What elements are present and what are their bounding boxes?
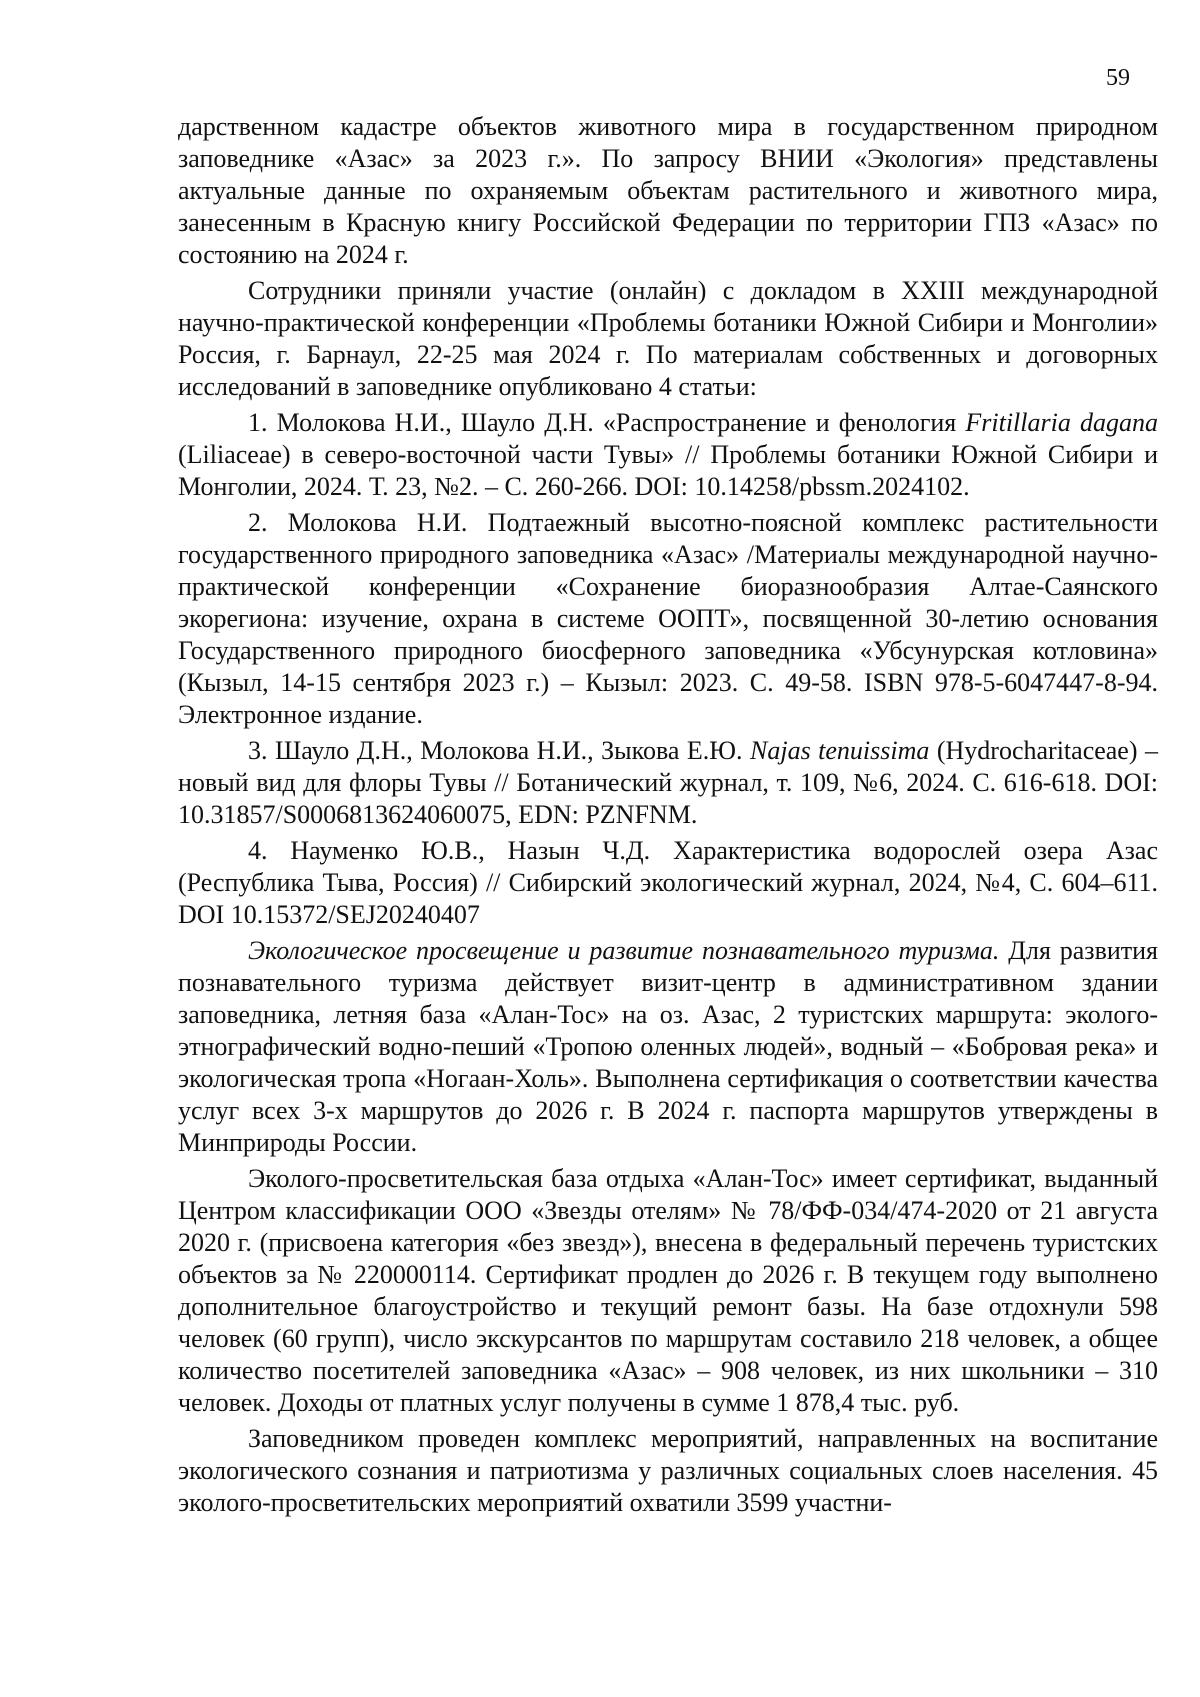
reference-1-text-a: 1. Молокова Н.И., Шауло Д.Н. «Распространение и фенология: [248, 408, 966, 437]
reference-3-species: Najas tenuissima: [750, 736, 930, 765]
reference-1-species: Fritillaria dagana: [965, 408, 1158, 437]
reference-3: [178, 735, 1158, 831]
paragraph-conference: Сотрудники приняли участие (онлайн) с докладом в XXIII международной научно-практической конференции «Проблемы ботаники Южной Сибири и Монголии» Россия, г. Барнаул, 22-25 мая 2024 г. По материалам собственных и договорных исследований в заповеднике опубликовано 4 статьи:: [178, 276, 1158, 401]
paragraph-events: Заповедником проведен комплекс мероприятий, направленных на воспитание экологического сознания и патриотизма у различных социальных слоев населения. 45 эколого-просветительских мероприятий охватили 3599 участни-: [178, 1424, 1158, 1517]
reference-1: [178, 407, 1158, 503]
paragraph-tourism-text: Для развития познавательного туризма действует визит-центр в административном здании заповедника, летняя база «Алан-Тос» на оз. Азас, 2 туристских маршрута: эколого-этнографический водно-пеший «Тропою оленных людей», водный – «Бобровая река» и экологическая тропа «Ногаан-Холь». Выполнена сертификация о соответствии качества услуг всех 3-х маршрутов до 2026 г. В 2024 г. паспорта маршрутов утверждены в Минприроды России.: [178, 936, 1159, 1157]
page-number: 59: [1106, 65, 1130, 91]
paragraph-kadastr: дарственном кадастре объектов животного мира в государственном природном заповеднике «Азас» за 2023 г.». По запросу ВНИИ «Экология» представлены актуальные данные по охраняемым объектам растительного и животного мира, занесенным в Красную книгу Российской Федерации по территории ГПЗ «Азас» по состоянию на 2024 г.: [178, 112, 1158, 269]
reference-4: 4. Науменко Ю.В., Назын Ч.Д. Характеристика водорослей озера Азас (Республика Тыва, Россия) // Сибирский экологический журнал, 2024, №4, С. 604–611. DOI 10.15372/SEJ20240407: [178, 836, 1158, 929]
paragraph-tourism: [178, 935, 1158, 1159]
body-text: [178, 111, 1158, 1519]
reference-2: 2. Молокова Н.И. Подтаежный высотно-поясной комплекс растительности государственного природного заповедника «Азас» /Материалы международной научно-практической конференции «Сохранение биоразнообразия Алтае-Саянского экорегиона: изучение, охрана в системе ООПТ», посвященной 30-летию основания Государственного природного биосферного заповедника «Убсунурская котловина» (Кызыл, 14-15 сентября 2023 г.) – Кызыл: 2023. С. 49-58. ISBN 978-5-6047447-8-94. Электронное издание.: [178, 508, 1158, 729]
reference-1-text-b: (Liliaceae) в северо-восточной части Тувы» // Проблемы ботаники Южной Сибири и Монголии, 2024. Т. 23, №2. – С. 260-266. DOI: 10.14258/pbssm.2024102.: [178, 440, 1158, 501]
reference-3-text-b: (Hydrocharitaceae) – новый вид для флоры Тувы // Ботанический журнал, т. 109, №6, 2024. С. 616-618. DOI: 10.31857/S0006813624060075, EDN: PZNFNM.: [178, 736, 1158, 829]
paragraph-alan-tos: Эколого-просветительская база отдыха «Алан-Тос» имеет сертификат, выданный Центром классификации ООО «Звезды отелям» № 78/ФФ-034/474-2020 от 21 августа 2020 г. (присвоена категория «без звезд»), внесена в федеральный перечень туристских объектов за № 220000114. Сертификат продлен до 2026 г. В текущем году выполнено дополнительное благоустройство и текущий ремонт базы. На базе отдохнули 598 человек (60 групп), число экскурсантов по маршрутам составило 218 человек, а общее количество посетителей заповедника «Азас» – 908 человек, из них школьники – 310 человек. Доходы от платных услуг получены в сумме 1 878,4 тыс. руб.: [178, 1164, 1158, 1417]
section-heading-tourism: Экологическое просвещение и развитие познавательного туризма.: [248, 936, 1000, 965]
reference-3-text-a: 3. Шауло Д.Н., Молокова Н.И., Зыкова Е.Ю.: [248, 736, 750, 765]
